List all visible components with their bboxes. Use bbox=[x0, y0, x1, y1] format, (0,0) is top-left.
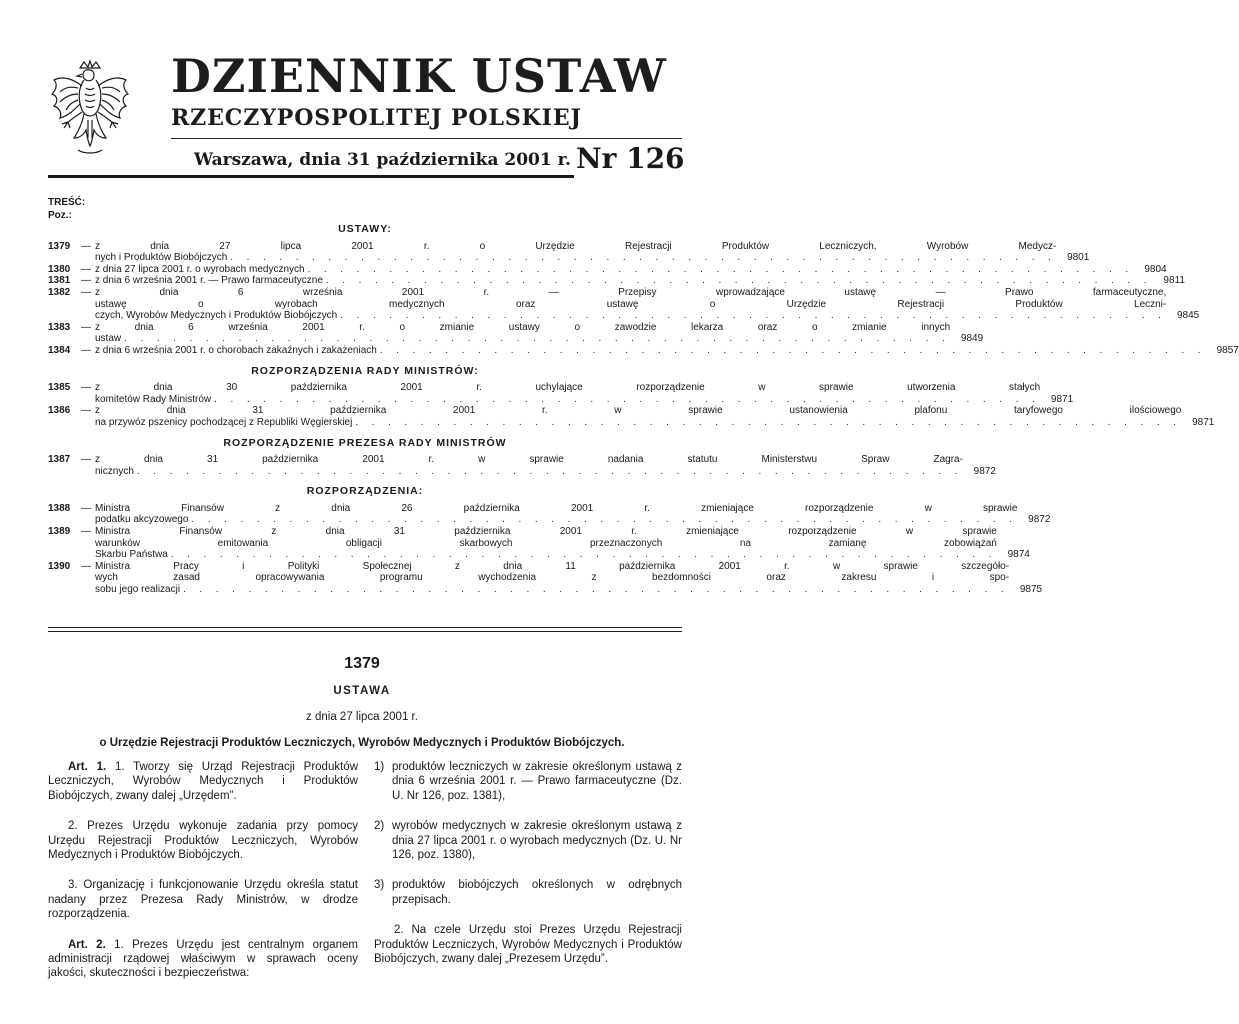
document-type: USTAWA bbox=[333, 685, 391, 697]
toc-entry-number: 1380 bbox=[48, 263, 71, 275]
toc-entry-line: ustawę o wyrobach medycznych oraz ustawę o Urzędzie Rejestracji Produktów Leczni- bbox=[95, 298, 1167, 310]
toc-entry-line bbox=[95, 275, 1185, 287]
article-1-paragraph-1 bbox=[48, 760, 358, 803]
toc-entry-line bbox=[95, 333, 983, 345]
toc-entry-number: 1382 bbox=[48, 286, 71, 298]
toc-leader-dots: . . . . . . . . . . . . . . . . . . . . . . . . . . . . . . . . . . . . . . . . . . . . . . . . . . . bbox=[325, 275, 1152, 287]
toc-entry-dash: — bbox=[81, 502, 91, 514]
toc-entry-body bbox=[95, 322, 983, 345]
toc-entry-text: komitetów Rady Ministrów bbox=[95, 393, 212, 405]
article-1-paragraph-3: 3. Organizację i funkcjonowanie Urzędu określa statut nadany przez Prezesa Rady Ministrów, w drodze rozporządzenia. bbox=[48, 879, 358, 921]
list-item-number: 3) bbox=[374, 879, 385, 892]
toc-section-heading: USTAWY: bbox=[338, 223, 392, 235]
toc-entry-line bbox=[95, 310, 1199, 322]
toc-entry-page: 9872 bbox=[1028, 514, 1051, 526]
toc-leader-dots: . . . . . . . . . . . . . . . . . . . . . . . . . . . . . . . . . . . . . . . . . . . . . . . . . . . bbox=[124, 333, 951, 345]
toc-entry-dash: — bbox=[81, 240, 91, 252]
toc-entry-body bbox=[95, 405, 1214, 428]
toc-entry-page: 9845 bbox=[1177, 310, 1200, 322]
toc-entry-text: na przywóz pszenicy pochodzącej z Republiki Węgierskiej bbox=[95, 416, 353, 428]
article-2-paragraph-1 bbox=[48, 938, 358, 981]
toc-leader-dots: . . . . . . . . . . . . . . . . . . . . . . . . . . . . . . . . . . . . . . . . . . . . . . . . . . . bbox=[355, 416, 1182, 428]
document-date: z dnia 27 lipca 2001 r. bbox=[306, 711, 418, 723]
toc-entry[interactable] bbox=[48, 560, 1043, 596]
header-thick-rule bbox=[48, 175, 574, 178]
toc-section-heading: ROZPORZĄDZENIA RADY MINISTRÓW: bbox=[251, 364, 479, 377]
toc-entry-text: podatku akcyzowego bbox=[95, 514, 189, 526]
toc-entry[interactable] bbox=[48, 321, 984, 345]
toc-entry-line bbox=[95, 345, 1239, 357]
toc-entry-text: z dnia 6 września 2001 r. o chorobach zakaźnych i zakażeniach bbox=[95, 344, 377, 356]
issue-number: Nr 126 bbox=[576, 142, 685, 175]
toc-entry[interactable] bbox=[48, 405, 1215, 428]
toc-leader-dots: . . . . . . . . . . . . . . . . . . . . . . . . . . . . . . . . . . . . . . . . . . . . . . . . . . . bbox=[307, 263, 1134, 275]
toc-leader-dots: . . . . . . . . . . . . . . . . . . . . . . . . . . . . . . . . . . . . . . . . . . . . . . . . . . . bbox=[136, 465, 963, 477]
toc-entry-dash: — bbox=[81, 321, 91, 333]
article-number: 1379 bbox=[344, 655, 380, 672]
toc-entry[interactable] bbox=[48, 344, 1239, 357]
article-1-label: Art. 1. bbox=[68, 761, 107, 773]
toc-entry-line bbox=[95, 514, 1050, 526]
toc-entry-line: wych zasad opracowywania programu wychodzenia z bezdomności oraz zakresu i spo- bbox=[95, 572, 1010, 584]
toc-leader-dots: . . . . . . . . . . . . . . . . . . . . . . . . . . . . . . . . . . . . . . . . . . . . . . . . . . . bbox=[191, 514, 1018, 526]
list-item-text: wyrobów medycznych w zakresie określonym ustawą z dnia 27 lipca 2001 r. o wyrobach medycznych (Dz. U. Nr 126, poz. 1380), bbox=[392, 820, 682, 862]
toc-entry-dash: — bbox=[81, 560, 91, 572]
toc-entry-text: nicznych bbox=[95, 465, 134, 477]
toc-entry-dash: — bbox=[81, 454, 91, 466]
list-item bbox=[374, 819, 682, 862]
document-title: o Urzędzie Rejestracji Produktów Leczniczych, Wyrobów Medycznych i Produktów Biobójczych. bbox=[99, 737, 625, 749]
article-left-column bbox=[48, 760, 358, 997]
toc-entry[interactable] bbox=[48, 286, 1200, 322]
toc-entry-line: z dnia 27 lipca 2001 r. o Urzędzie Rejestracji Produktów Leczniczych, Wyrobów Medycz- bbox=[95, 240, 1057, 252]
gazette-subtitle: RZECZYPOSPOLITEJ POLSKIEJ bbox=[171, 105, 582, 131]
toc-entry-dash: — bbox=[81, 526, 91, 538]
toc-entry[interactable] bbox=[48, 240, 1090, 264]
toc-entry-line bbox=[95, 549, 1030, 561]
toc-entry-line: Ministra Finansów z dnia 26 października 2001 r. zmieniające rozporządzenie w sprawie bbox=[95, 502, 1018, 514]
article-2-text: 1. Prezes Urzędu jest centralnym organem administracji rządowej właściwym w sprawach oceny jakości, skuteczności i bezpieczeństwa: bbox=[48, 938, 359, 980]
toc-entry-line bbox=[95, 466, 996, 478]
toc-leader-dots: . . . . . . . . . . . . . . . . . . . . . . . . . . . . . . . . . . . . . . . . . . . . . . . . . . . bbox=[379, 344, 1206, 356]
list-item-number: 2) bbox=[374, 820, 385, 833]
toc-entry-dash: — bbox=[81, 286, 91, 298]
toc-entry[interactable] bbox=[48, 526, 1030, 561]
toc-entry-page: 9811 bbox=[1163, 275, 1185, 287]
toc-entry-page: 9871 bbox=[1050, 393, 1074, 405]
toc-entry-body bbox=[95, 287, 1199, 322]
toc-entry-dash: — bbox=[81, 275, 91, 287]
toc-entry-page: 9804 bbox=[1144, 263, 1167, 275]
toc-entry[interactable] bbox=[48, 275, 1185, 287]
gazette-title: DZIENNIK USTAW bbox=[171, 49, 667, 103]
toc-entry-text: czych, Wyrobów Medycznych i Produktów Biobójczych bbox=[95, 310, 338, 322]
toc-entry[interactable] bbox=[48, 263, 1167, 276]
toc-entry-text: sobu jego realizacji bbox=[95, 584, 181, 596]
toc-entry-line: Ministra Pracy i Polityki Społecznej z dnia 11 października 2001 r. w sprawie szczegóło- bbox=[95, 560, 1010, 572]
header-rule bbox=[171, 138, 682, 139]
toc-entry-number: 1385 bbox=[48, 382, 71, 394]
toc-entry-text: nych i Produktów Biobójczych bbox=[95, 252, 228, 264]
toc-poz-label: Poz.: bbox=[48, 210, 72, 221]
toc-double-rule bbox=[48, 627, 682, 632]
toc-entry-number: 1387 bbox=[48, 454, 71, 466]
toc-entry-body bbox=[95, 275, 1185, 287]
toc-entry-line bbox=[95, 252, 1089, 264]
toc-entry-line: z dnia 6 września 2001 r. — Przepisy wprowadzające ustawę — Prawo farmaceutyczne, bbox=[95, 286, 1167, 298]
toc-entry-page: 9849 bbox=[960, 333, 984, 345]
list-item-number: 1) bbox=[374, 761, 385, 773]
issue-date: Warszawa, dnia 31 października 2001 r. bbox=[194, 150, 571, 170]
toc-entry-page: 9874 bbox=[1007, 549, 1030, 561]
toc-entry-body bbox=[95, 345, 1239, 357]
toc-entry-line: z dnia 30 października 2001 r. uchylające rozporządzenie w sprawie utworzenia stałych bbox=[95, 382, 1041, 394]
toc-entry-dash: — bbox=[81, 382, 91, 394]
toc-entry-body bbox=[95, 264, 1167, 276]
toc-entry-text: z dnia 6 września 2001 r. — Prawo farmaceutyczne bbox=[95, 275, 323, 287]
toc-section-heading: ROZPORZĄDZENIE PREZESA RADY MINISTRÓW bbox=[223, 436, 507, 449]
toc-entry-line bbox=[95, 417, 1214, 429]
list-item-text: produktów biobójczych określonych w odrębnych przepisach. bbox=[392, 879, 682, 906]
toc-entry[interactable] bbox=[48, 382, 1074, 405]
article-1-paragraph-2: 2. Prezes Urzędu wykonuje zadania przy pomocy Urzędu Rejestracji Produktów Leczniczych, Wyrobów Medycznych i Produktów Biobójczych. bbox=[48, 820, 358, 862]
toc-leader-dots: . . . . . . . . . . . . . . . . . . . . . . . . . . . . . . . . . . . . . . . . . . . . . . . . . . . bbox=[183, 584, 1010, 596]
toc-label: TREŚĆ: bbox=[48, 197, 86, 208]
toc-entry-page: 9871 bbox=[1192, 416, 1215, 428]
toc-entry-line bbox=[95, 264, 1167, 276]
toc-entry-dash: — bbox=[81, 405, 91, 417]
toc-entry-page: 9872 bbox=[973, 465, 996, 477]
toc-leader-dots: . . . . . . . . . . . . . . . . . . . . . . . . . . . . . . . . . . . . . . . . . . . . . . . . . . . bbox=[340, 310, 1167, 322]
toc-entry-text: z dnia 27 lipca 2001 r. o wyrobach medycznych bbox=[95, 263, 305, 275]
toc-entry-body bbox=[95, 561, 1042, 596]
toc-entry-number: 1388 bbox=[48, 502, 71, 514]
toc-entry-body bbox=[95, 382, 1073, 405]
toc-entry-body bbox=[95, 454, 996, 477]
toc-entry-line: z dnia 31 października 2001 r. w sprawie ustanowienia plafonu taryfowego ilościowego bbox=[95, 405, 1182, 417]
toc-entry-body bbox=[95, 503, 1050, 526]
polish-eagle-emblem-icon bbox=[48, 58, 132, 158]
toc-entry-number: 1379 bbox=[48, 240, 71, 252]
toc-entry[interactable] bbox=[48, 502, 1051, 526]
toc-entry-body bbox=[95, 241, 1089, 264]
toc-entry-line: warunków emitowania obligacji skarbowych przeznaczonych na zamianę zobowiązań bbox=[95, 537, 997, 549]
toc-entry-page: 9801 bbox=[1067, 252, 1090, 264]
toc-entry-page: 9857 bbox=[1216, 344, 1239, 356]
toc-entry-number: 1386 bbox=[48, 405, 71, 417]
toc-entry-line: z dnia 6 września 2001 r. o zmianie ustawy o zawodzie lekarza oraz o zmianie innych bbox=[95, 321, 951, 333]
article-right-column bbox=[374, 760, 682, 982]
toc-entry-text: Skarbu Państwa bbox=[95, 549, 168, 561]
article-1-text: 1. Tworzy się Urząd Rejestracji Produktów Leczniczych, Wyrobów Medycznych i Produktów Biobójczych, zwany dalej „Urzędem”. bbox=[48, 761, 358, 802]
toc-entry-line: Ministra Finansów z dnia 31 października 2001 r. zmieniające rozporządzenie w sprawie bbox=[95, 526, 997, 538]
toc-entry-number: 1389 bbox=[48, 526, 71, 538]
toc-entry-line: z dnia 31 października 2001 r. w sprawie nadania statutu Ministerstwu Spraw Zagra- bbox=[95, 454, 963, 466]
toc-entry-line bbox=[95, 584, 1042, 596]
article-2-label: Art. 2. bbox=[68, 938, 106, 951]
toc-entry-number: 1390 bbox=[48, 560, 71, 572]
toc-entry-number: 1381 bbox=[48, 275, 71, 287]
toc-entry[interactable] bbox=[48, 454, 996, 477]
toc-leader-dots: . . . . . . . . . . . . . . . . . . . . . . . . . . . . . . . . . . . . . . . . . . . . . . . . . . . bbox=[214, 393, 1041, 405]
toc-entry-text: ustaw bbox=[95, 333, 122, 345]
toc-entry-dash: — bbox=[81, 344, 91, 356]
toc-entry-body bbox=[95, 526, 1030, 561]
toc-section-heading: ROZPORZĄDZENIA: bbox=[306, 485, 424, 498]
list-item-text: produktów leczniczych w zakresie określonym ustawą z dnia 6 września 2001 r. — Prawo farmaceutyczne (Dz. U. Nr 126, poz. 1381), bbox=[392, 761, 682, 802]
toc-entry-number: 1384 bbox=[48, 344, 71, 356]
list-item bbox=[374, 760, 682, 803]
table-of-contents bbox=[48, 220, 1239, 596]
toc-entry-line bbox=[95, 394, 1073, 406]
article-2-paragraph-2: 2. Na czele Urzędu stoi Prezes Urzędu Rejestracji Produktów Leczniczych, Wyrobów Medycznych i Produktów Biobójczych, zwany dalej „Prezesem Urzędu”. bbox=[374, 924, 682, 966]
toc-leader-dots: . . . . . . . . . . . . . . . . . . . . . . . . . . . . . . . . . . . . . . . . . . . . . . . . . . . bbox=[230, 252, 1057, 264]
toc-entry-number: 1383 bbox=[48, 321, 71, 333]
toc-leader-dots: . . . . . . . . . . . . . . . . . . . . . . . . . . . . . . . . . . . . . . . . . . . . . . . . . . . bbox=[170, 549, 997, 561]
toc-entry-page: 9875 bbox=[1019, 584, 1043, 596]
toc-entry-dash: — bbox=[81, 263, 91, 275]
list-item bbox=[374, 878, 682, 907]
